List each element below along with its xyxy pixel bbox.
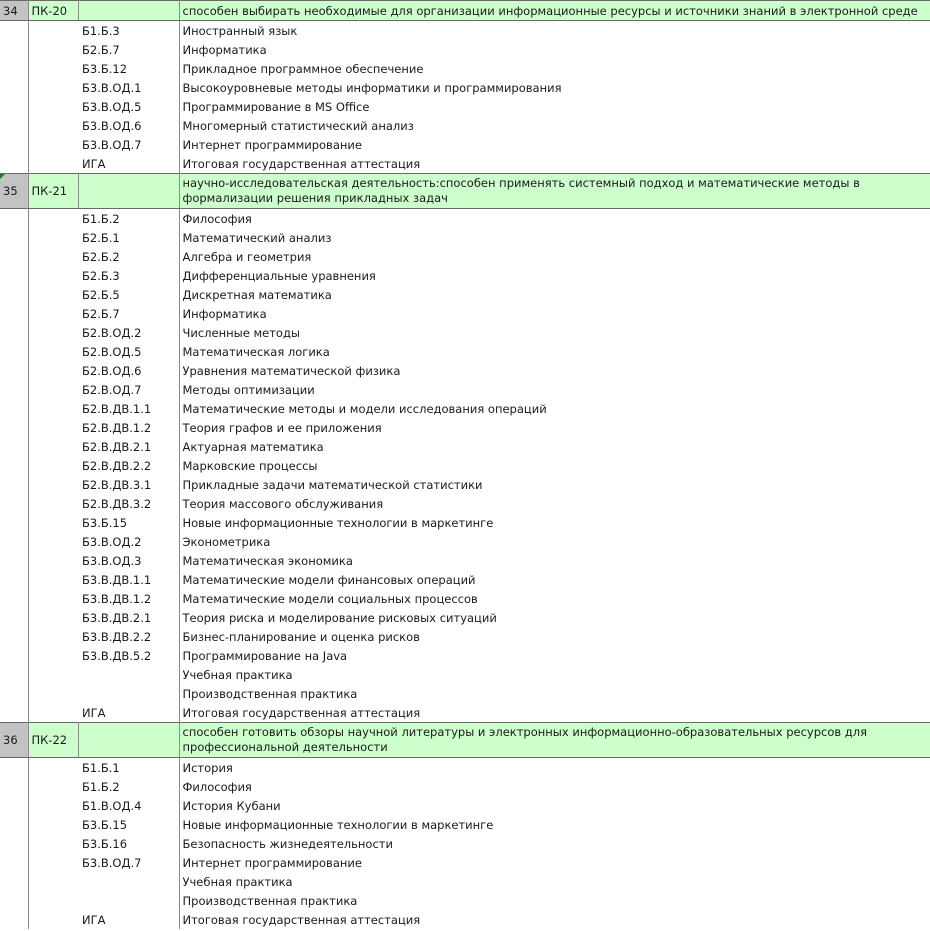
discipline-name: История [179,758,930,778]
discipline-name: Информатика [179,40,930,59]
discipline-name: Теория графов и ее приложения [179,418,930,437]
blank-number-cell [0,247,28,266]
discipline-row [0,97,930,116]
blank-code-cell [28,910,78,929]
discipline-row [0,40,930,59]
blank-code-cell [28,796,78,815]
discipline-name: Прикладное программное обеспечение [179,59,930,78]
blank-number-cell [0,758,28,778]
blank-number-cell [0,627,28,646]
competency-header-blank-cell [78,174,179,209]
blank-number-cell [0,608,28,627]
blank-code-cell [28,361,78,380]
blank-code-cell [28,815,78,834]
discipline-row [0,399,930,418]
discipline-name: Математическая экономика [179,551,930,570]
discipline-name: Новые информационные технологии в маркетинге [179,815,930,834]
discipline-code: ИГА [78,703,179,723]
discipline-row [0,589,930,608]
discipline-row [0,891,930,910]
blank-number-cell [0,361,28,380]
blank-code-cell [28,266,78,285]
blank-code-cell [28,684,78,703]
discipline-code: Б2.Б.3 [78,266,179,285]
blank-code-cell [28,758,78,778]
blank-number-cell [0,456,28,475]
discipline-code [78,665,179,684]
discipline-name: Математические модели финансовых операций [179,570,930,589]
blank-number-cell [0,97,28,116]
discipline-code: Б3.Б.12 [78,59,179,78]
blank-number-cell [0,646,28,665]
blank-number-cell [0,399,28,418]
discipline-row [0,777,930,796]
discipline-row [0,228,930,247]
blank-code-cell [28,532,78,551]
blank-code-cell [28,418,78,437]
discipline-row [0,853,930,872]
competency-number-text: 36 [3,733,18,747]
blank-number-cell [0,418,28,437]
blank-code-cell [28,399,78,418]
discipline-name: Бизнес-планирование и оценка рисков [179,627,930,646]
discipline-code: Б1.Б.2 [78,209,179,229]
discipline-row [0,513,930,532]
discipline-name: Теория массового обслуживания [179,494,930,513]
competency-code: ПК-20 [28,1,78,21]
blank-code-cell [28,475,78,494]
discipline-name: Итоговая государственная аттестация [179,910,930,929]
discipline-name: Численные методы [179,323,930,342]
discipline-code: Б3.В.ДВ.2.2 [78,627,179,646]
blank-code-cell [28,589,78,608]
blank-number-cell [0,551,28,570]
discipline-row [0,758,930,778]
blank-number-cell [0,532,28,551]
discipline-code: Б3.В.ОД.3 [78,551,179,570]
discipline-row [0,380,930,399]
discipline-name: Математические модели социальных процессов [179,589,930,608]
blank-code-cell [28,304,78,323]
blank-number-cell [0,304,28,323]
blank-code-cell [28,513,78,532]
discipline-name: Иностранный язык [179,21,930,41]
discipline-row [0,570,930,589]
discipline-row [0,266,930,285]
discipline-code: Б3.Б.16 [78,834,179,853]
blank-code-cell [28,834,78,853]
cell-comment-marker-icon [0,174,5,179]
blank-code-cell [28,853,78,872]
blank-code-cell [28,59,78,78]
blank-code-cell [28,608,78,627]
discipline-name: История Кубани [179,796,930,815]
competency-description: способен выбирать необходимые для организации информационные ресурсы и источники знаний в электронной среде [179,1,930,21]
discipline-row [0,494,930,513]
discipline-row [0,437,930,456]
discipline-row [0,21,930,41]
blank-number-cell [0,40,28,59]
discipline-code: Б2.В.ОД.5 [78,342,179,361]
discipline-code: Б3.В.ОД.1 [78,78,179,97]
blank-number-cell [0,285,28,304]
discipline-code: Б3.В.ОД.7 [78,135,179,154]
discipline-row [0,910,930,929]
discipline-name: Прикладные задачи математической статистики [179,475,930,494]
discipline-row [0,646,930,665]
discipline-code: Б2.Б.7 [78,40,179,59]
blank-number-cell [0,21,28,41]
discipline-code: Б2.Б.1 [78,228,179,247]
discipline-row [0,247,930,266]
discipline-row [0,608,930,627]
blank-code-cell [28,665,78,684]
blank-code-cell [28,21,78,41]
blank-code-cell [28,154,78,174]
discipline-row [0,551,930,570]
discipline-code: Б3.В.ОД.5 [78,97,179,116]
discipline-name: Математическая логика [179,342,930,361]
discipline-row [0,703,930,723]
competency-code: ПК-21 [28,174,78,209]
blank-number-cell [0,342,28,361]
discipline-row [0,796,930,815]
blank-code-cell [28,380,78,399]
discipline-name: Новые информационные технологии в маркетинге [179,513,930,532]
discipline-row [0,154,930,174]
discipline-row [0,665,930,684]
blank-code-cell [28,97,78,116]
discipline-name: Интернет программирование [179,853,930,872]
competency-number [0,723,28,758]
discipline-code: Б1.В.ОД.4 [78,796,179,815]
discipline-code: ИГА [78,910,179,929]
discipline-name: Методы оптимизации [179,380,930,399]
discipline-code: Б3.Б.15 [78,513,179,532]
discipline-row [0,116,930,135]
blank-number-cell [0,910,28,929]
discipline-name: Производственная практика [179,891,930,910]
blank-code-cell [28,891,78,910]
discipline-code: Б3.В.ДВ.5.2 [78,646,179,665]
competency-number [0,1,28,21]
blank-code-cell [28,872,78,891]
competency-header-blank-cell [78,723,179,758]
discipline-code: Б2.В.ДВ.3.1 [78,475,179,494]
discipline-code: Б2.В.ДВ.3.2 [78,494,179,513]
blank-code-cell [28,646,78,665]
discipline-row [0,418,930,437]
discipline-code: Б1.Б.1 [78,758,179,778]
discipline-name: Эконометрика [179,532,930,551]
discipline-code: Б3.Б.15 [78,815,179,834]
discipline-name: Многомерный статистический анализ [179,116,930,135]
competency-header-row [0,723,930,758]
blank-code-cell [28,323,78,342]
competency-number [0,174,28,209]
discipline-row [0,59,930,78]
blank-number-cell [0,815,28,834]
discipline-row [0,78,930,97]
discipline-name: Безопасность жизнедеятельности [179,834,930,853]
discipline-code: Б3.В.ДВ.2.1 [78,608,179,627]
blank-code-cell [28,456,78,475]
discipline-code: Б3.В.ДВ.1.2 [78,589,179,608]
blank-number-cell [0,323,28,342]
discipline-name: Алгебра и геометрия [179,247,930,266]
blank-number-cell [0,116,28,135]
discipline-row [0,532,930,551]
discipline-name: Производственная практика [179,684,930,703]
discipline-name: Философия [179,777,930,796]
blank-code-cell [28,570,78,589]
blank-number-cell [0,380,28,399]
blank-code-cell [28,437,78,456]
discipline-code: Б2.В.ДВ.2.1 [78,437,179,456]
blank-code-cell [28,78,78,97]
blank-number-cell [0,891,28,910]
blank-code-cell [28,551,78,570]
discipline-name: Информатика [179,304,930,323]
blank-number-cell [0,59,28,78]
blank-number-cell [0,494,28,513]
blank-number-cell [0,78,28,97]
competency-table-body [0,1,930,930]
competency-header-row [0,1,930,21]
blank-code-cell [28,627,78,646]
discipline-row [0,323,930,342]
blank-code-cell [28,209,78,229]
discipline-code: Б3.В.ОД.2 [78,532,179,551]
discipline-code: Б2.Б.5 [78,285,179,304]
discipline-name: Теория риска и моделирование рисковых ситуаций [179,608,930,627]
blank-number-cell [0,777,28,796]
discipline-row [0,135,930,154]
discipline-row [0,684,930,703]
discipline-code: Б3.В.ОД.7 [78,853,179,872]
blank-number-cell [0,853,28,872]
blank-number-cell [0,684,28,703]
discipline-row [0,304,930,323]
blank-code-cell [28,777,78,796]
blank-number-cell [0,703,28,723]
discipline-code: ИГА [78,154,179,174]
discipline-name: Математический анализ [179,228,930,247]
discipline-name: Философия [179,209,930,229]
blank-number-cell [0,834,28,853]
discipline-row [0,815,930,834]
discipline-name: Учебная практика [179,665,930,684]
discipline-name: Интернет программирование [179,135,930,154]
discipline-name: Марковские процессы [179,456,930,475]
discipline-row [0,834,930,853]
discipline-name: Итоговая государственная аттестация [179,703,930,723]
blank-number-cell [0,589,28,608]
discipline-name: Программирование в MS Office [179,97,930,116]
blank-number-cell [0,665,28,684]
blank-number-cell [0,154,28,174]
competency-number-text: 34 [3,3,18,18]
blank-number-cell [0,475,28,494]
blank-code-cell [28,116,78,135]
discipline-row [0,627,930,646]
discipline-code: Б2.В.ДВ.1.2 [78,418,179,437]
discipline-name: Математические методы и модели исследования операций [179,399,930,418]
discipline-code: Б2.В.ДВ.1.1 [78,399,179,418]
discipline-row [0,475,930,494]
competency-description: научно-исследовательская деятельность:способен применять системный подход и математические методы в формализации решения прикладных задач [179,174,930,209]
discipline-name: Уравнения математической физика [179,361,930,380]
discipline-row [0,209,930,229]
blank-number-cell [0,135,28,154]
competency-header-blank-cell [78,1,179,21]
discipline-name: Программирование на Java [179,646,930,665]
competency-code: ПК-22 [28,723,78,758]
discipline-code: Б2.В.ДВ.2.2 [78,456,179,475]
competency-description: способен готовить обзоры научной литературы и электронных информационно-образовательных ресурсов для профессиональной деятельности [179,723,930,758]
blank-code-cell [28,342,78,361]
discipline-code: Б2.В.ОД.2 [78,323,179,342]
discipline-name: Дискретная математика [179,285,930,304]
discipline-code [78,872,179,891]
discipline-row [0,285,930,304]
blank-code-cell [28,494,78,513]
discipline-code [78,891,179,910]
blank-number-cell [0,513,28,532]
discipline-code: Б1.Б.3 [78,21,179,41]
discipline-code: Б3.В.ДВ.1.1 [78,570,179,589]
blank-number-cell [0,872,28,891]
blank-code-cell [28,135,78,154]
blank-number-cell [0,209,28,229]
discipline-code [78,684,179,703]
blank-number-cell [0,796,28,815]
blank-number-cell [0,570,28,589]
competency-number-text: 35 [3,184,18,198]
discipline-row [0,342,930,361]
blank-code-cell [28,40,78,59]
blank-number-cell [0,228,28,247]
blank-number-cell [0,437,28,456]
discipline-code: Б1.Б.2 [78,777,179,796]
blank-code-cell [28,703,78,723]
discipline-name: Высокоуровневые методы информатики и программирования [179,78,930,97]
discipline-row [0,872,930,891]
discipline-row [0,361,930,380]
discipline-code: Б3.В.ОД.6 [78,116,179,135]
discipline-code: Б2.Б.7 [78,304,179,323]
discipline-name: Дифференциальные уравнения [179,266,930,285]
discipline-code: Б2.В.ОД.7 [78,380,179,399]
discipline-name: Итоговая государственная аттестация [179,154,930,174]
discipline-name: Учебная практика [179,872,930,891]
blank-number-cell [0,266,28,285]
discipline-code: Б2.В.ОД.6 [78,361,179,380]
blank-code-cell [28,247,78,266]
blank-code-cell [28,228,78,247]
discipline-code: Б2.Б.2 [78,247,179,266]
discipline-name: Актуарная математика [179,437,930,456]
blank-code-cell [28,285,78,304]
discipline-row [0,456,930,475]
competency-header-row [0,174,930,209]
